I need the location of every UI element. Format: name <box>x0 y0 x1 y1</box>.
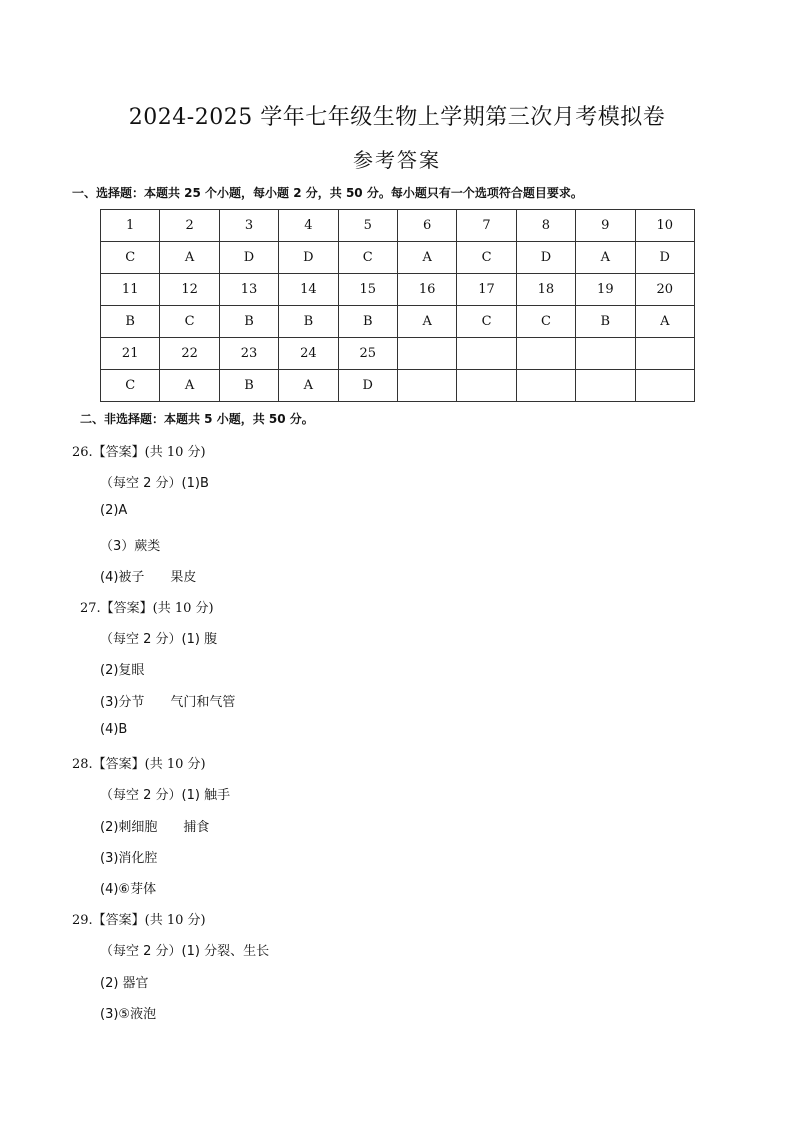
table-cell <box>397 370 456 402</box>
table-cell: A <box>279 370 338 402</box>
answer-text: （3）蕨类 <box>100 539 161 554</box>
table-cell: 7 <box>457 210 516 242</box>
table-row <box>101 338 695 370</box>
answer-line <box>100 659 170 678</box>
table-cell: B <box>576 306 635 338</box>
table-cell: 15 <box>338 274 397 306</box>
answer-line <box>100 784 256 803</box>
table-row <box>101 370 695 402</box>
table-cell: A <box>397 242 456 274</box>
answer-text: (2)A <box>100 503 128 518</box>
table-cell: D <box>516 242 575 274</box>
table-cell: 17 <box>457 274 516 306</box>
table-cell: C <box>101 370 160 402</box>
answer-text: (3)⑤液泡 <box>100 1007 157 1022</box>
question-27-header: 27.【答案】(共 10 分) <box>80 601 214 616</box>
answer-text: （每空 2 分）(1) 腹 <box>100 632 218 647</box>
answer-line <box>100 535 186 554</box>
answer-text: 气门和气管 <box>170 695 236 710</box>
table-row <box>101 274 695 306</box>
table-cell: 9 <box>576 210 635 242</box>
answer-text: 捕食 <box>183 820 210 835</box>
answer-line <box>100 628 243 647</box>
answer-table <box>100 209 695 402</box>
table-cell: C <box>338 242 397 274</box>
answer-line <box>100 816 209 835</box>
table-cell: 5 <box>338 210 397 242</box>
answer-line <box>100 722 153 737</box>
answer-line <box>100 472 235 491</box>
answer-text: (2)刺细胞 <box>100 820 158 835</box>
table-cell: 1 <box>101 210 160 242</box>
table-cell: A <box>576 242 635 274</box>
table-cell: C <box>160 306 219 338</box>
table-cell: 16 <box>397 274 456 306</box>
answer-line <box>100 691 235 710</box>
table-cell: D <box>635 242 694 274</box>
answer-text: (4)⑥芽体 <box>100 882 157 897</box>
answer-line <box>100 566 196 585</box>
table-cell: A <box>397 306 456 338</box>
table-cell: C <box>457 306 516 338</box>
section2-heading: 二、非选择题：本题共 5 小题，共 50 分。 <box>80 412 314 426</box>
answer-line <box>100 1003 182 1022</box>
question-26-header: 26.【答案】(共 10 分) <box>72 445 206 460</box>
table-cell <box>457 338 516 370</box>
answer-text: （每空 2 分）(1) 分裂、生长 <box>100 944 270 959</box>
answer-text: (3)消化腔 <box>100 851 158 866</box>
table-cell: C <box>516 306 575 338</box>
table-cell: B <box>219 370 278 402</box>
table-cell: B <box>279 306 338 338</box>
answer-text: （每空 2 分）(1) 触手 <box>100 788 231 803</box>
answer-line <box>100 847 183 866</box>
table-cell <box>635 370 694 402</box>
table-cell: 13 <box>219 274 278 306</box>
table-cell: 23 <box>219 338 278 370</box>
table-cell: 14 <box>279 274 338 306</box>
table-cell: 19 <box>576 274 635 306</box>
answer-line <box>100 940 295 959</box>
table-cell <box>635 338 694 370</box>
question-28-header: 28.【答案】(共 10 分) <box>72 757 206 772</box>
table-cell: A <box>160 370 219 402</box>
table-cell: 21 <box>101 338 160 370</box>
table-cell: 10 <box>635 210 694 242</box>
table-cell <box>576 370 635 402</box>
table-cell: 8 <box>516 210 575 242</box>
section1-heading: 一、选择题：本题共 25 个小题，每小题 2 分，共 50 分。每小题只有一个选项符合题目要求。 <box>72 186 583 200</box>
table-row <box>101 242 695 274</box>
table-cell: 12 <box>160 274 219 306</box>
answer-text: 果皮 <box>170 570 197 585</box>
table-cell: 20 <box>635 274 694 306</box>
answer-text: (4)被子 <box>100 570 145 585</box>
table-row <box>101 306 695 338</box>
table-cell <box>516 370 575 402</box>
table-cell: 3 <box>219 210 278 242</box>
table-row <box>101 210 695 242</box>
table-cell <box>576 338 635 370</box>
table-cell: 18 <box>516 274 575 306</box>
table-cell: 22 <box>160 338 219 370</box>
table-cell: C <box>101 242 160 274</box>
table-cell: A <box>635 306 694 338</box>
answer-line <box>100 503 153 518</box>
table-cell: D <box>219 242 278 274</box>
table-cell: 2 <box>160 210 219 242</box>
table-cell: A <box>160 242 219 274</box>
table-cell <box>516 338 575 370</box>
answer-text: (3)分节 <box>100 695 145 710</box>
answer-text: (2)复眼 <box>100 663 145 678</box>
answer-text: (4)B <box>100 722 128 737</box>
page-title: 2024-2025 学年七年级生物上学期第三次月考模拟卷 <box>128 105 666 130</box>
table-cell: 25 <box>338 338 397 370</box>
table-cell: D <box>338 370 397 402</box>
table-cell: B <box>219 306 278 338</box>
table-cell: D <box>279 242 338 274</box>
answer-line <box>100 878 182 897</box>
table-cell: B <box>338 306 397 338</box>
table-cell: 11 <box>101 274 160 306</box>
table-cell: 4 <box>279 210 338 242</box>
table-cell <box>397 338 456 370</box>
table-cell: 24 <box>279 338 338 370</box>
page-subtitle: 参考答案 <box>353 148 441 172</box>
answer-text: （每空 2 分）(1)B <box>100 476 209 491</box>
table-cell: B <box>101 306 160 338</box>
table-cell: 6 <box>397 210 456 242</box>
answer-line <box>100 972 175 991</box>
table-cell <box>457 370 516 402</box>
question-29-header: 29.【答案】(共 10 分) <box>72 913 206 928</box>
answer-text: (2) 器官 <box>100 976 149 991</box>
table-cell: C <box>457 242 516 274</box>
